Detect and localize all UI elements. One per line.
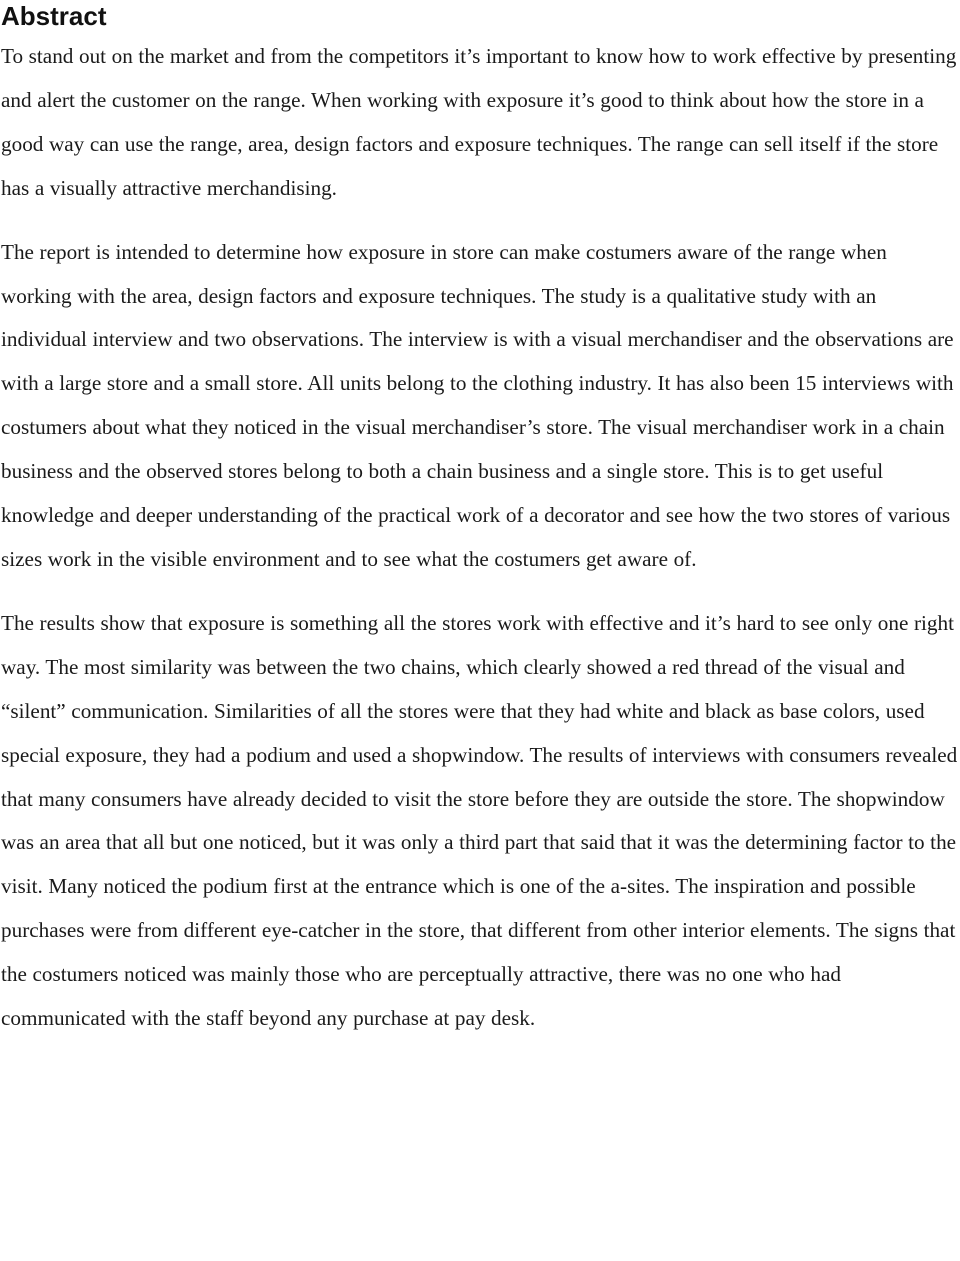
abstract-paragraph-3: The results show that exposure is something all the stores work with effective and it’s hard to see only one right way. The most similarity was between the two chains, which clearly showed a red thread of the visual and “silent” communication. Similarities of all the stores were that they had white and black as base colors, used special exposure, they had a podium and used a shopwindow. The results of interviews with consumers revealed that many consumers have already decided to visit the store before they are outside the store. The shopwindow was an area that all but one noticed, but it was only a third part that said that it was the determining factor to the visit. Many noticed the podium first at the entrance which is one of the a-sites. The inspiration and possible purchases were from different eye-catcher in the store, that different from other interior elements. The signs that the costumers noticed was mainly those who are perceptually attractive, there was no one who had communicated with the staff beyond any purchase at pay desk. xyxy=(1,610,958,1031)
abstract-paragraph-1: To stand out on the market and from the competitors it’s important to know how to work effective by presenting and alert the customer on the range. When working with exposure it’s good to think about how the store in a good way can use the range, area, design factors and exposure techniques. The range can sell itself if the store has a visually attractive merchandising. xyxy=(1,44,957,200)
section-heading: Abstract xyxy=(1,1,107,31)
document-page xyxy=(1,0,959,1041)
abstract-paragraph-2: The report is intended to determine how exposure in store can make costumers aware of the range when working with the area, design factors and exposure techniques. The study is a qualitative study with an individual interview and two observations. The interview is with a visual merchandiser and the observations are with a large store and a small store. All units belong to the clothing industry. It has also been 15 interviews with costumers about what they noticed in the visual merchandiser’s store. The visual merchandiser work in a chain business and the observed stores belong to both a chain business and a single store. This is to get useful knowledge and deeper understanding of the practical work of a decorator and see how the two stores of various sizes work in the visible environment and to see what the costumers get aware of. xyxy=(1,239,954,571)
